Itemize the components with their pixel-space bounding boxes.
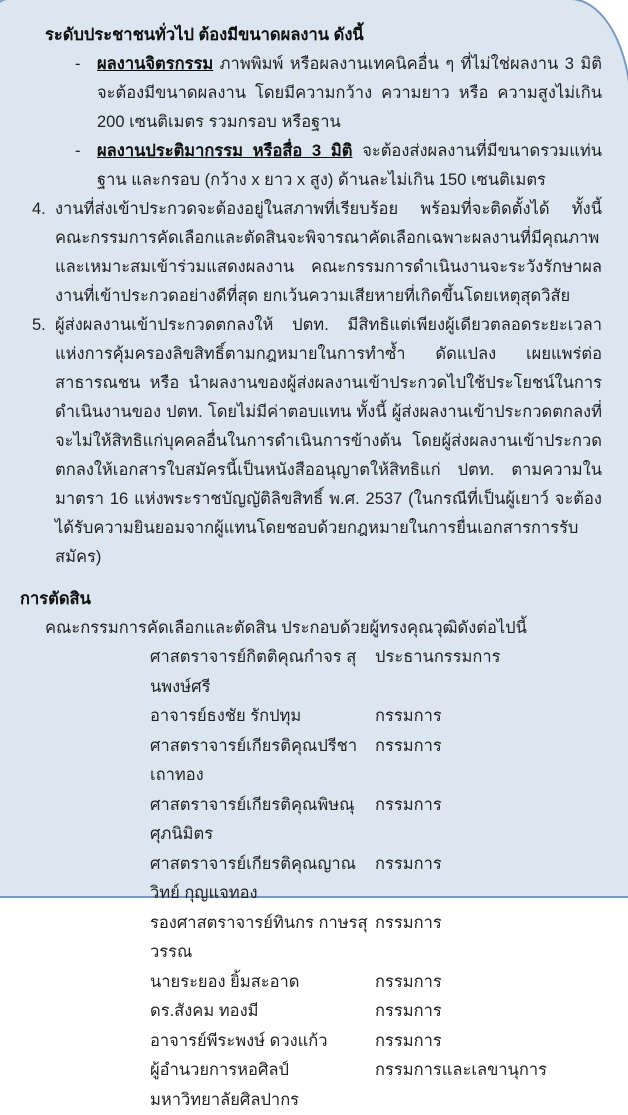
- committee-member-name: ผู้อำนวยการหอศิลป์ มหาวิทยาลัยศิลปากร: [150, 1061, 300, 1109]
- sculpture-works-lead: ผลงานประติมากรรม หรือสื่อ 3 มิติ: [97, 142, 353, 160]
- committee-member-name: ศาสตราจารย์เกียรติคุณญาณวิทย์ กุญแจทอง: [150, 854, 356, 902]
- committee-member-role: กรรมการและเลขานุการ: [375, 1061, 548, 1079]
- committee-member-name: ดร.สังคม ทองมี: [150, 1002, 259, 1020]
- committee-row: [150, 643, 602, 702]
- committee-row: [150, 1027, 602, 1057]
- sculpture-works-body: จะต้องส่งผลงานที่มีขนาดรวมแท่น ฐาน และกรอบ (กว้าง x ยาว x สูง) ด้านละไม่เกิน 150 เซนติเมตร: [97, 142, 602, 189]
- committee-member-role: กรรมการ: [375, 1031, 442, 1050]
- size-requirements-heading: ระดับประชาชนทั่วไป ต้องมีขนาดผลงาน ดังนี้: [45, 26, 364, 44]
- painting-works-lead: ผลงานจิตรกรรม: [97, 55, 214, 73]
- committee-member-name: อาจารย์พีระพงษ์ ดวงแก้ว: [150, 1031, 328, 1050]
- committee-row: [150, 1056, 602, 1115]
- numbered-item-4: [32, 195, 602, 311]
- committee-member-name: รองศาสตราจารย์ทินกร กาษรสุวรรณ: [150, 913, 368, 961]
- committee-intro: คณะกรรมการคัดเลือกและตัดสิน ประกอบด้วยผู้ทรงคุณวุฒิดังต่อไปนี้: [45, 619, 527, 637]
- list-item: [75, 50, 602, 137]
- committee-member-role: กรรมการ: [375, 736, 442, 755]
- item-text: ผู้ส่งผลงานเข้าประกวดตกลงให้ ปตท. มีสิทธิแต่เพียงผู้เดียวตลอดระยะเวลาแห่งการคุ้มครองลิขสิทธิ์ตามกฎหมายในการทำซ้ำ ดัดแปลง เผยแพร่ต่อสาธารณชน หรือ นำผลงานของผู้ส่งผลงานเข้าประกวดไปใช้ประโยชน์ในการดำเนินงานของ ปตท. โดยไม่มีค่าตอบแทน ทั้งนี้ ผู้ส่งผลงานเข้าประกวดตกลงที่จะไม่ให้สิทธิแก่บุคคลอื่นในการดำเนินการข้างต้น โดยผู้ส่งผลงานเข้าประกวดตกลงให้เอกสารใบสมัครนี้เป็นหนังสืออนุญาตให้สิทธิแก่ ปตท. ตามความในมาตรา 16 แห่งพระราชบัญญัติลิขสิทธิ์ พ.ศ. 2537 (ในกรณีที่เป็นผู้เยาว์ จะต้องได้รับความยินยอมจากผู้แทนโดยชอบด้วยกฎหมายในการยื่นเอกสารการรับสมัคร): [55, 316, 602, 566]
- committee-row: [150, 968, 602, 998]
- item-number: 5.: [32, 316, 46, 334]
- painting-works-body: ภาพพิมพ์ หรือผลงานเทคนิคอื่น ๆ ที่ไม่ใช่ผลงาน 3 มิติ จะต้องมีขนาดผลงาน โดยมีความกว้าง ความยาว หรือ ความสูงไม่เกิน 200 เซนติเมตร รวมกรอบ หรือฐาน: [97, 55, 602, 131]
- committee-row: [150, 909, 602, 968]
- list-item: [75, 137, 602, 195]
- list-item-text: [97, 137, 602, 195]
- committee-member-name: ศาสตราจารย์เกียรติคุณพิษณุ ศุภนิมิตร: [150, 795, 355, 843]
- committee-member-role: กรรมการ: [375, 854, 442, 873]
- committee-row: [150, 732, 602, 791]
- list-item-text: [97, 50, 602, 137]
- dash-bullet: -: [75, 55, 81, 73]
- committee-member-role: กรรมการ: [375, 972, 442, 991]
- committee-row: [150, 702, 602, 732]
- committee-member-name: อาจารย์ธงชัย รักปทุม: [150, 707, 302, 725]
- item-text: งานที่ส่งเข้าประกวดจะต้องอยู่ในสภาพที่เรียบร้อย พร้อมที่จะติดตั้งได้ ทั้งนี้ คณะกรรมการคัดเลือกและตัดสินจะพิจารณาคัดเลือกเฉพาะผลงานที่มีคุณภาพและเหมาะสมเข้าร่วมแสดงผลงาน คณะกรรมการดำเนินงานจะระวังรักษาผลงานที่เข้าประกวดอย่างดีที่สุด ยกเว้นความเสียหายที่เกิดขึ้นโดยเหตุสุดวิสัย: [55, 200, 602, 305]
- item-number: 4.: [32, 200, 46, 218]
- committee-row: [150, 850, 602, 909]
- committee-member-name: ศาสตราจารย์กิตติคุณกำจร สุนพงษ์ศรี: [150, 648, 357, 696]
- judging-heading: การตัดสิน: [20, 590, 91, 608]
- committee-row: [150, 997, 602, 1027]
- committee-member-role: กรรมการ: [375, 707, 442, 725]
- committee-member-role: กรรมการ: [375, 795, 442, 814]
- committee-member-name: ศาสตราจารย์เกียรติคุณปรีชา เถาทอง: [150, 736, 358, 784]
- committee-list: [150, 643, 602, 1115]
- committee-member-name: นายระยอง ยิ้มสะอาด: [150, 972, 300, 991]
- committee-row: [150, 791, 602, 850]
- dash-bullet: -: [75, 142, 81, 160]
- numbered-item-5: [32, 311, 602, 572]
- committee-member-role: กรรมการ: [375, 913, 442, 932]
- committee-member-role: กรรมการ: [375, 1002, 442, 1020]
- committee-member-role: ประธานกรรมการ: [375, 648, 501, 666]
